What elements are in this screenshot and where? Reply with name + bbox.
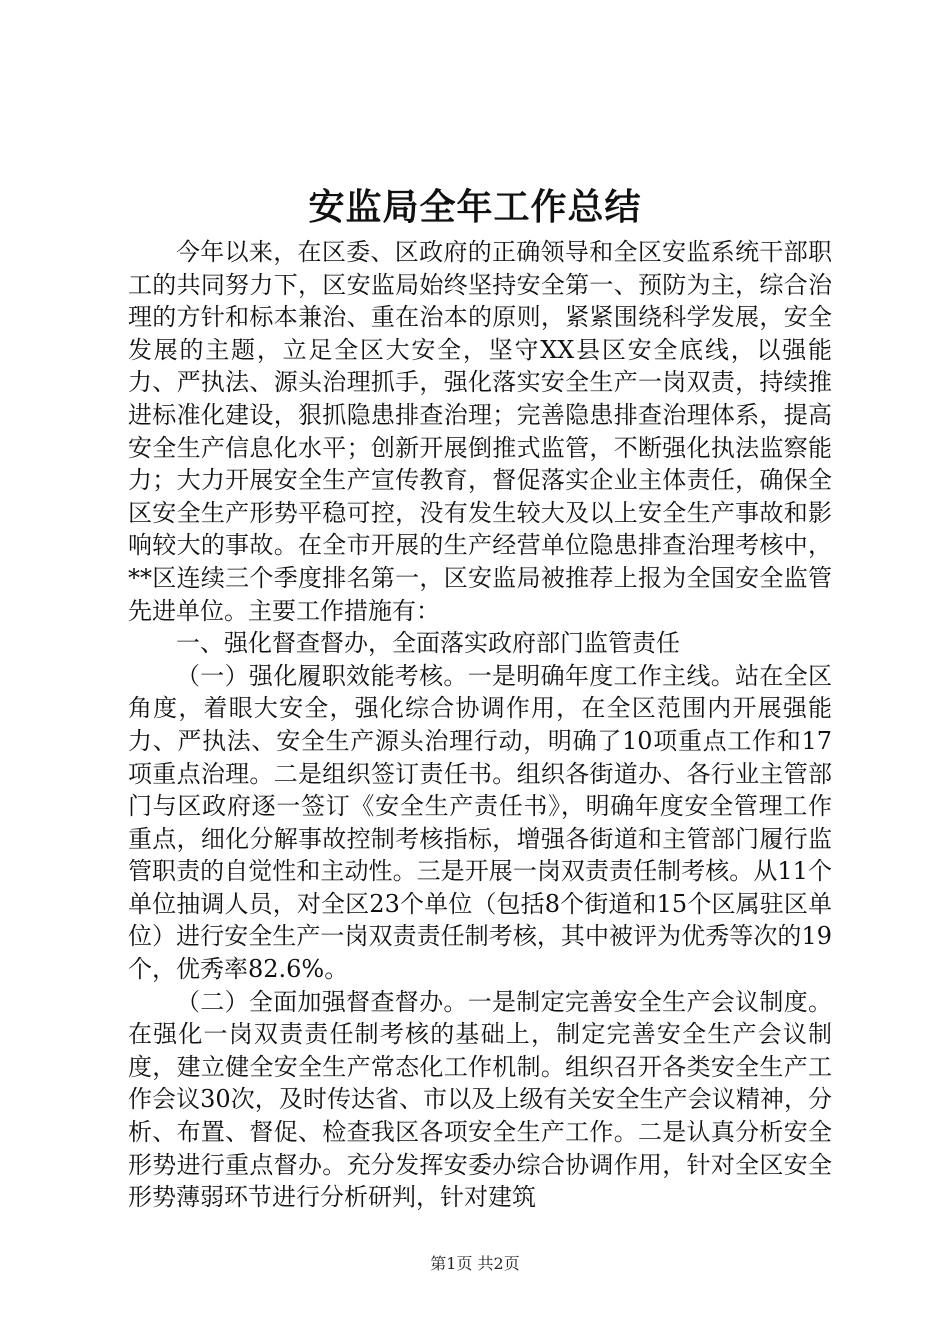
subsection-paragraph-1: （一）强化履职效能考核。一是明确年度工作主线。站在全区角度，着眼大安全，强化综合协调作用，在全区范围内开展强能力、严执法、安全生产源头治理行动，明确了10项重点工作和17项重点治理。二是组织签订责任书。组织各街道办、各行业主管部门与区政府逐一签订《安全生产责任书》，明确年度安全管理工作重点，细化分解事故控制考核指标，增强各街道和主管部门履行监管职责的自觉性和主动性。三是开展一岗双责责任制考核。从11个单位抽调人员，对全区23个单位（包括8个街道和15个区属驻区单位）进行安全生产一岗双责责任制考核，其中被评为优秀等次的19个，优秀率82.6%。 — [128, 661, 832, 984]
document-body — [128, 236, 832, 1214]
document-title: 安监局全年工作总结 — [308, 186, 642, 228]
intro-paragraph: 今年以来，在区委、区政府的正确领导和全区安监系统干部职工的共同努力下，区安监局始终坚持安全第一、预防为主，综合治理的方针和标本兼治、重在治本的原则，紧紧围绕科学发展，安全发展的主题，立足全区大安全，坚守XX县区安全底线，以强能力、严执法、源头治理抓手，强化落实安全生产一岗双责，持续推进标准化建设，狠抓隐患排查治理；完善隐患排查治理体系，提高安全生产信息化水平；创新开展倒推式监管，不断强化执法监察能力；大力开展安全生产宣传教育，督促落实企业主体责任，确保全区安全生产形势平稳可控，没有发生较大及以上安全生产事故和影响较大的事故。在全市开展的生产经营单位隐患排查治理考核中，**区连续三个季度排名第一，区安监局被推荐上报为全国安全监管先进单位。主要工作措施有： — [128, 238, 832, 625]
page-number-footer: 第1页 共2页 — [430, 1254, 520, 1273]
subsection-paragraph-2: （二）全面加强督查督办。一是制定完善安全生产会议制度。在强化一岗双责责任制考核的基础上，制定完善安全生产会议制度，建立健全安全生产常态化工作机制。组织召开各类安全生产工作会议30次，及时传达省、市以及上级有关安全生产会议精神，分析、布置、督促、检查我区各项安全生产工作。二是认真分析安全形势进行重点督办。充分发挥安委办综合协调作用，针对全区安全形势薄弱环节进行分析研判，针对建筑 — [128, 987, 832, 1212]
section-heading-1: 一、强化督查督办，全面落实政府部门监管责任 — [176, 629, 680, 658]
